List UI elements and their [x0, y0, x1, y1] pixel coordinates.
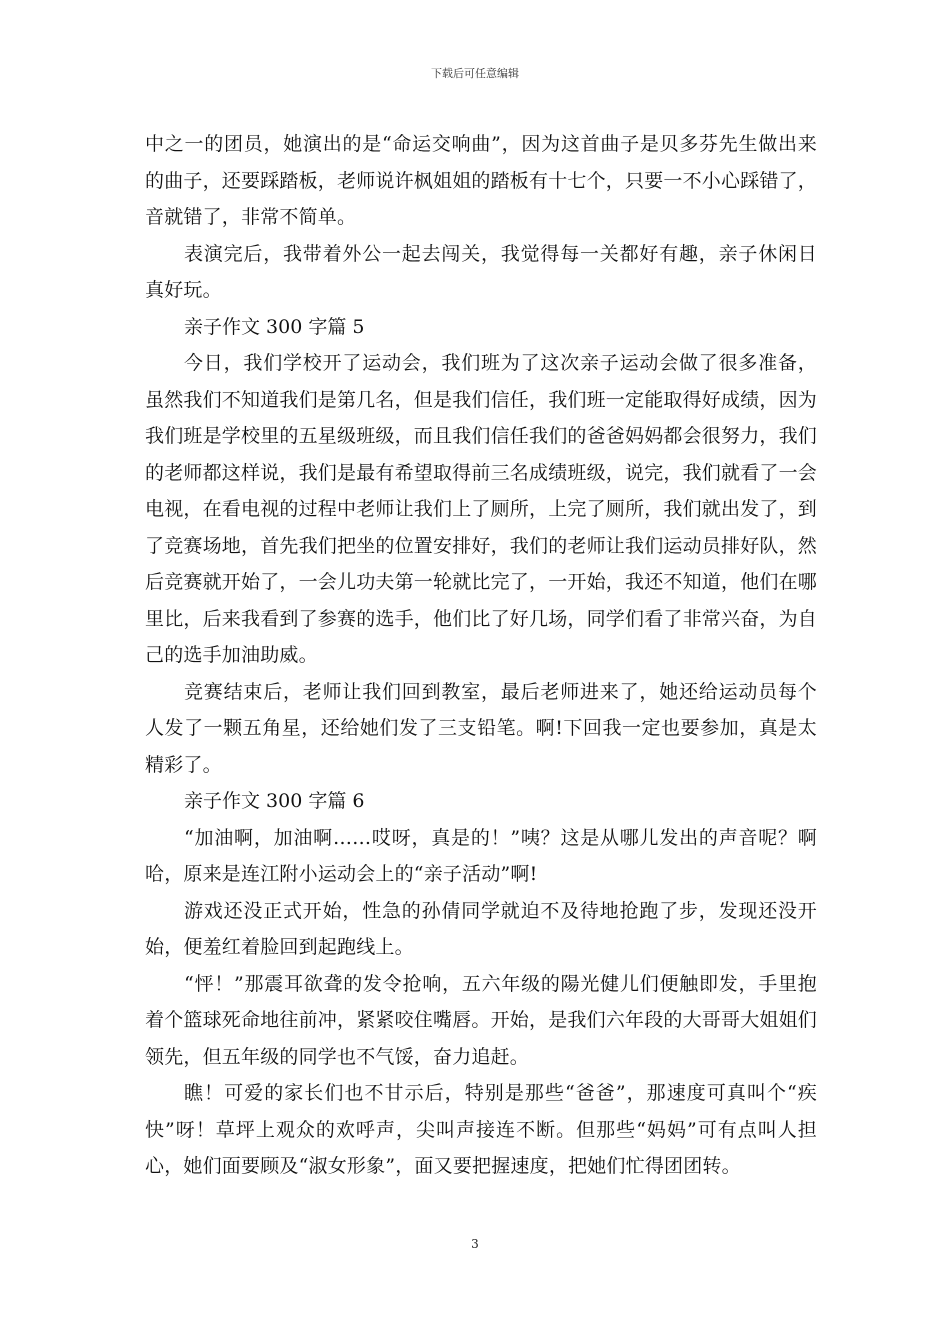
paragraph: 瞧！可爱的家长们也不甘示后，特别是那些“爸爸”，那速度可真叫个“疾快”呀！草坪上观众的欢呼声，尖叫声接连不断。但那些“妈妈”可有点叫人担心，她们面要顾及“淑女形象”，面又要把握速度，把她们忙得团团转。 [145, 1082, 817, 1177]
paragraph: “怦！”那震耳欲聋的发令抢响，五六年级的陽光健儿们便触即发，手里抱着个篮球死命地往前冲，紧紧咬住嘴唇。开始，是我们六年段的大哥哥大姐姐们领先，但五年级的同学也不气馁，奋力追赶。 [145, 972, 818, 1068]
paragraph: 表演完后，我带着外公一起去闯关，我觉得每一关都好有趣，亲子休闲日真好玩。 [145, 242, 817, 301]
page-header: 下载后可任意编辑 [431, 67, 519, 80]
page-number: 3 [471, 1237, 479, 1251]
paragraph: “加油啊，加油啊……哎呀，真是的！”咦？这是从哪儿发出的声音呢？啊哈，原来是连江附小运动会上的“亲子活动”啊! [145, 826, 817, 885]
paragraph-continuation: 中之一的团员，她演出的是“命运交响曲”，因为这首曲子是贝多芬先生做出来的曲子，还要踩踏板，老师说许枫姐姐的踏板有十七个，只要一不小心踩错了，音就错了，非常不简单。 [145, 133, 818, 228]
section-title-6: 亲子作文 300 字篇 6 [184, 790, 365, 812]
section-title-5: 亲子作文 300 字篇 5 [184, 315, 365, 338]
paragraph: 竞赛结束后，老师让我们回到教室，最后老师进来了，她还给运动员每个人发了一颗五角星，还给她们发了三支铅笔。啊!下回我一定也要参加，真是太精彩了。 [145, 680, 817, 776]
paragraph: 游戏还没正式开始，性急的孙倩同学就迫不及待地抢跑了步，发现还没开始，便羞红着脸回到起跑线上。 [145, 899, 817, 958]
paragraph: 今日，我们学校开了运动会，我们班为了这次亲子运动会做了很多准备，虽然我们不知道我们是第几名，但是我们信任，我们班一定能取得好成绩，因为我们班是学校里的五星级班级，而且我们信任我们的爸爸妈妈都会很努力，我们的老师都这样说，我们是最有希望取得前三名成绩班级，说完，我们就看了一会电视，在看电视的过程中老师让我们上了厕所，上完了厕所，我们就出发了，到了竞赛场地，首先我们把坐的位置安排好，我们的老师让我们运动员排好队，然后竞赛就开始了，一会儿功夫第一轮就比完了，一开始，我还不知道，他们在哪里比，后来我看到了参赛的选手，他们比了好几场，同学们看了非常兴奋，为自己的选手加油助威。 [145, 352, 818, 666]
document-body [145, 126, 817, 1185]
